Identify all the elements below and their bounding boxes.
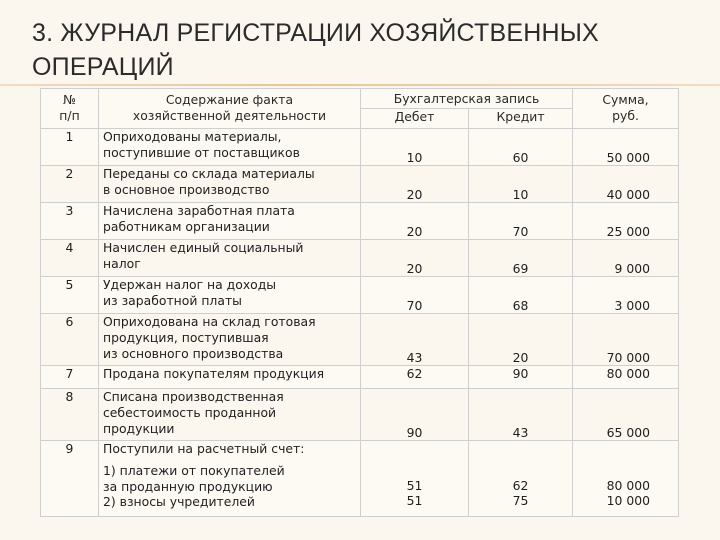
row-content-line: работникам организации xyxy=(103,218,270,234)
table-row xyxy=(41,366,679,389)
row-sum xyxy=(573,441,679,517)
table-row xyxy=(41,203,679,240)
row-content-line: продукция, поступившая xyxy=(103,329,269,345)
row-debit: 90 xyxy=(361,389,469,441)
row-credit: 90 xyxy=(469,366,573,389)
title-line-1: 3. ЖУРНАЛ РЕГИСТРАЦИИ ХОЗЯЙСТВЕННЫХ xyxy=(32,19,599,47)
header-content xyxy=(99,89,361,129)
header-content-line-2: хозяйственной деятельности xyxy=(132,108,327,123)
header-sum xyxy=(573,89,679,129)
row-content-line: 1) платежи от покупателей xyxy=(103,462,285,478)
row-credit: 60 xyxy=(469,129,573,166)
row-credit: 69 xyxy=(469,240,573,277)
row-content-line: Начислен единый социальный xyxy=(103,240,304,255)
row-content-line: 2) взносы учредителей xyxy=(103,494,255,510)
row-credit-value: 75 xyxy=(512,493,529,508)
row-debit: 43 xyxy=(361,314,469,366)
row-sum-value: 10 000 xyxy=(606,493,651,508)
row-num: 8 xyxy=(41,389,99,441)
row-sum: 70 000 xyxy=(573,314,679,366)
row-credit: 68 xyxy=(469,277,573,314)
row-content-line: Переданы со склада материалы xyxy=(103,166,315,181)
row-content-line: поступившие от поставщиков xyxy=(103,144,300,160)
row-content-line: себестоимость проданной xyxy=(103,404,277,420)
row-content xyxy=(99,389,361,441)
row-content-line: за проданную продукцию xyxy=(103,478,273,494)
row-sum: 3 000 xyxy=(573,277,679,314)
row-num: 6 xyxy=(41,314,99,366)
row-debit-value: 51 xyxy=(406,493,423,508)
row-content-line: Продана покупателям продукция xyxy=(103,366,325,381)
header-entry: Бухгалтерская запись xyxy=(361,89,573,109)
row-content xyxy=(99,277,361,314)
journal-table xyxy=(40,88,679,517)
header-content-line-1: Содержание факта xyxy=(165,92,294,107)
row-content-line: налог xyxy=(103,255,141,271)
title-line-2: ОПЕРАЦИЙ xyxy=(32,53,174,81)
row-debit: 20 xyxy=(361,240,469,277)
row-debit: 10 xyxy=(361,129,469,166)
header-num-line-2: п/п xyxy=(59,108,80,123)
row-content xyxy=(99,240,361,277)
table-row xyxy=(41,240,679,277)
page-title xyxy=(32,16,672,84)
row-content-line: продукции xyxy=(103,420,175,436)
header-debit: Дебет xyxy=(361,109,469,129)
row-credit: 43 xyxy=(469,389,573,441)
table-row xyxy=(41,129,679,166)
row-debit xyxy=(361,441,469,517)
table-row xyxy=(41,441,679,517)
row-content-line: Удержан налог на доходы xyxy=(103,277,277,292)
row-num: 7 xyxy=(41,366,99,389)
row-num: 4 xyxy=(41,240,99,277)
row-content xyxy=(99,441,361,517)
row-debit: 20 xyxy=(361,203,469,240)
row-content xyxy=(99,314,361,366)
header-credit: Кредит xyxy=(469,109,573,129)
row-num: 5 xyxy=(41,277,99,314)
row-debit-value: 51 xyxy=(406,478,423,493)
row-content-line: Списана производственная xyxy=(103,389,284,404)
row-content-line: из основного производства xyxy=(103,345,284,361)
row-content-line: Оприходована на склад готовая xyxy=(103,314,316,329)
row-num: 9 xyxy=(41,441,99,517)
row-sum: 80 000 xyxy=(573,366,679,389)
row-sum: 50 000 xyxy=(573,129,679,166)
row-content xyxy=(99,366,361,389)
row-content xyxy=(99,203,361,240)
journal-table-container xyxy=(40,88,678,517)
table-row xyxy=(41,277,679,314)
header-num-line-1: № xyxy=(63,92,76,107)
table-row xyxy=(41,314,679,366)
row-credit xyxy=(469,441,573,517)
row-credit-value: 62 xyxy=(512,478,529,493)
row-num: 2 xyxy=(41,166,99,203)
header-sum-line-1: Сумма, xyxy=(602,92,649,107)
row-sum: 65 000 xyxy=(573,389,679,441)
header-row-1 xyxy=(41,89,679,109)
row-sum: 9 000 xyxy=(573,240,679,277)
row-content xyxy=(99,129,361,166)
row-credit: 20 xyxy=(469,314,573,366)
row-content-line: Начислена заработная плата xyxy=(103,203,295,218)
header-sum-line-2: руб. xyxy=(612,108,639,123)
row-num: 1 xyxy=(41,129,99,166)
table-row xyxy=(41,166,679,203)
row-sum-value: 80 000 xyxy=(606,478,651,493)
title-divider xyxy=(0,84,720,86)
row-content-line: из заработной платы xyxy=(103,292,242,308)
table-row xyxy=(41,389,679,441)
row-content-line: Оприходованы материалы, xyxy=(103,129,282,144)
row-content-heading: Поступили на расчетный счет: xyxy=(103,441,305,456)
row-debit: 20 xyxy=(361,166,469,203)
row-debit: 70 xyxy=(361,277,469,314)
row-sum: 25 000 xyxy=(573,203,679,240)
row-debit: 62 xyxy=(361,366,469,389)
row-credit: 70 xyxy=(469,203,573,240)
header-num xyxy=(41,89,99,129)
row-credit: 10 xyxy=(469,166,573,203)
row-num: 3 xyxy=(41,203,99,240)
row-content xyxy=(99,166,361,203)
row-content-line: в основное производство xyxy=(103,181,270,197)
row-sum: 40 000 xyxy=(573,166,679,203)
